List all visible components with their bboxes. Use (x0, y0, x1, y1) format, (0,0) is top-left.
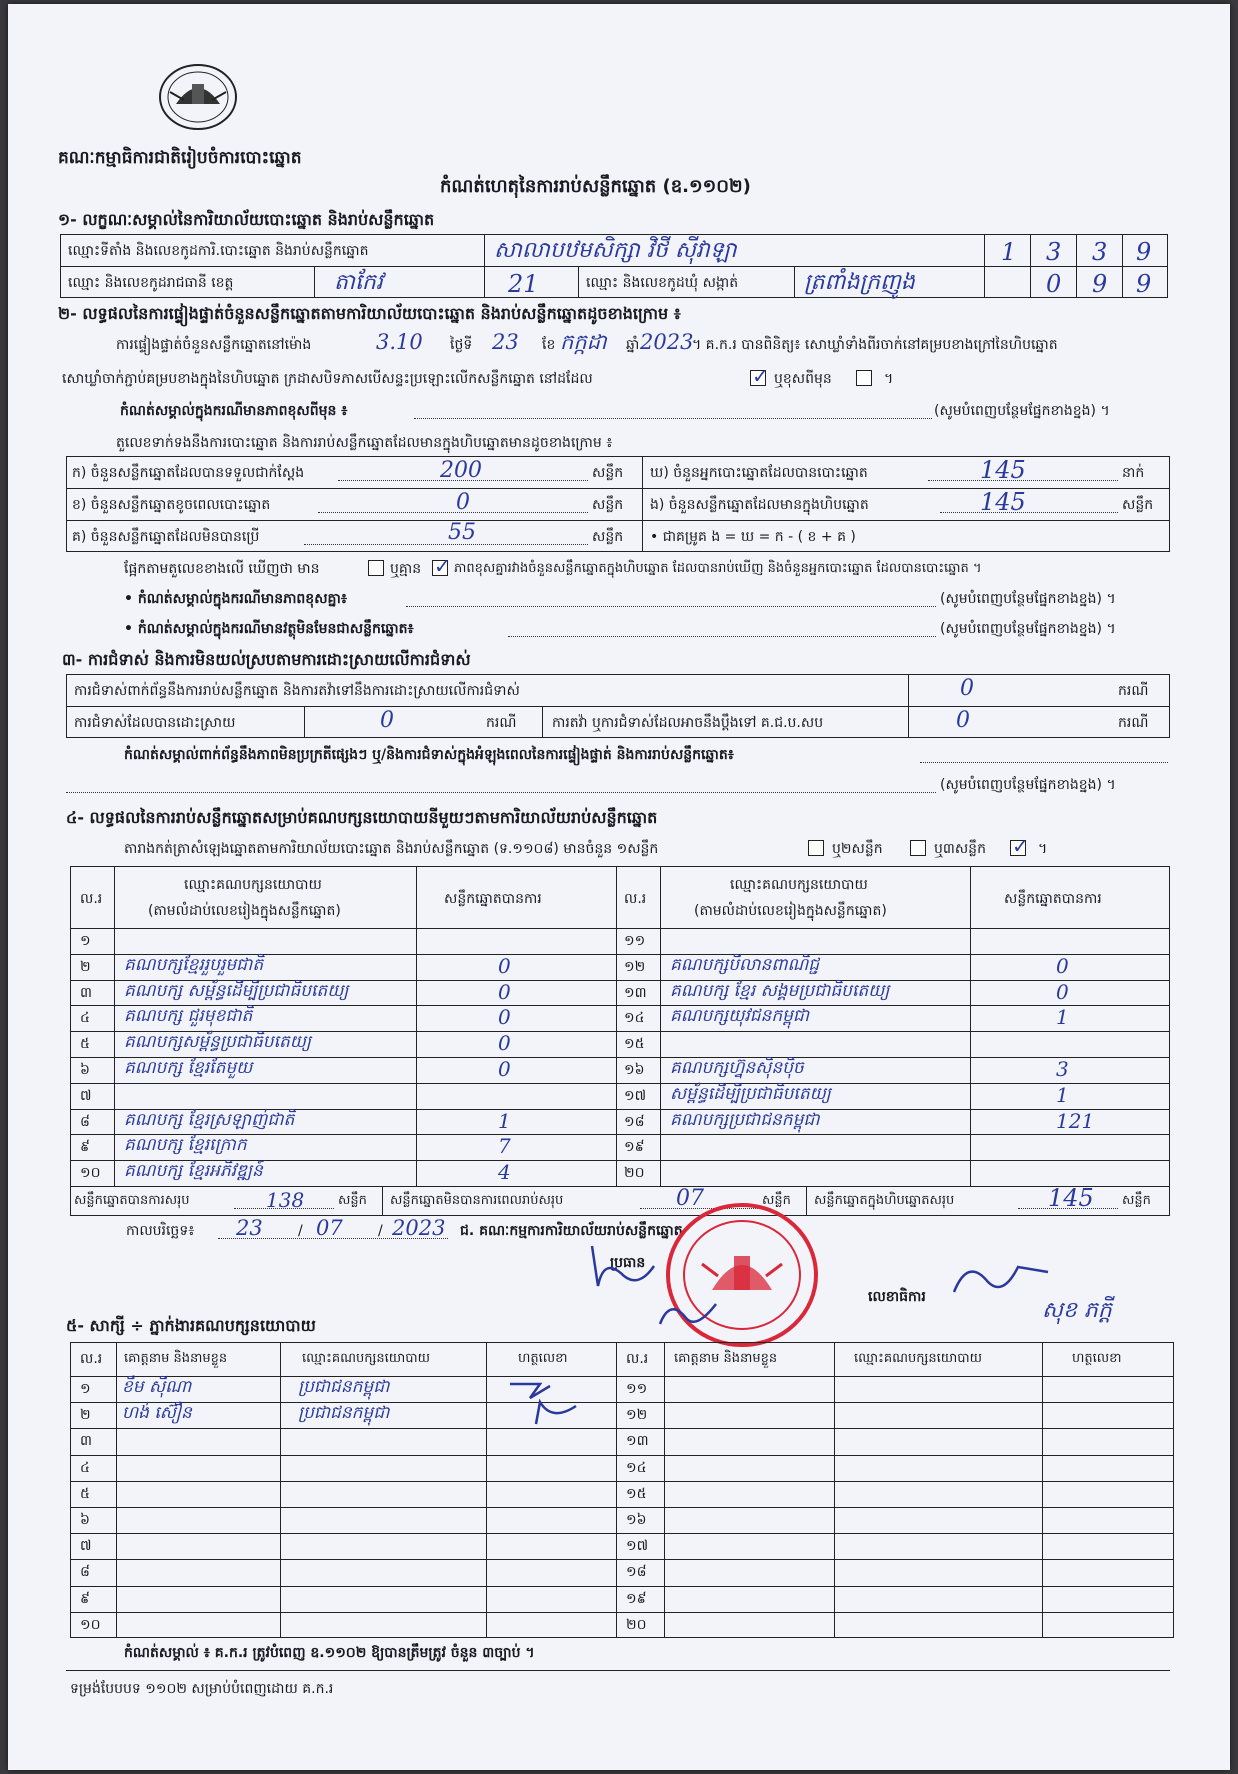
diff-text-a: ផ្អែកតាមតួលេខខាងលើ ឃើញថា មាន (124, 561, 320, 577)
row-divider (70, 1612, 1174, 1613)
result-party-name: គណបក្ស ខ្មែរក្រោក (124, 1135, 247, 1156)
witness-col-party: ឈ្មោះគណបក្សនយោបាយ (302, 1351, 430, 1366)
date-sep: / (378, 1223, 383, 1239)
witness-row-number: ១៩ (626, 1590, 647, 1607)
result-row-number: ១៥ (624, 1036, 645, 1053)
result-row-number: ៩ (80, 1139, 90, 1156)
footer-form-code: ទម្រង់បែបបទ ១១០២ សម្រាប់បំពេញដោយ គ.ក.រ (70, 1681, 334, 1697)
signed-for-text: ជ. គណៈកម្មការការិយាល័យរាប់សន្លឹកឆ្នោត (460, 1223, 683, 1239)
date-label: កាលបរិច្ឆេទ៖ (126, 1223, 195, 1239)
result-row-number: ៧ (80, 1087, 92, 1104)
check-mark-icon: ✓ (1012, 834, 1029, 858)
diff-text-c: ភាពខុសគ្នារវាងចំនួនសន្លឹកឆ្នោតក្នុងហិបឆ្នោត ដែលបានរាប់ឃើញ និងចំនួនអ្នកបោះឆ្នោត ដែលបានបោះឆ្នោត ។ (454, 561, 982, 576)
tally-1sheet-checkbox[interactable] (808, 840, 824, 856)
unit-ballot: សន្លឹក (338, 1193, 367, 1208)
province-value: តាកែវ (334, 270, 383, 295)
witness-col-sign: ហត្ថលេខា (518, 1351, 568, 1366)
row-divider (70, 1402, 1174, 1403)
witness-col-name: គោត្តនាម និងនាមខ្លួន (674, 1351, 778, 1366)
province-label: ឈ្មោះ និងលេខកូដរាជធានី ខេត្ត (68, 275, 234, 291)
witness-row-number: ៨ (80, 1564, 90, 1581)
section5-title: ៥- សាក្សី ÷ ភ្នាក់ងារគណបក្សនយោបាយ (66, 1316, 316, 1335)
figure-c-label: គ) ចំនួនសន្លឹកឆ្នោតដែលមិនបានប្រើ (72, 529, 260, 545)
total-box-label: សន្លឹកឆ្នោតក្នុងហិបឆ្នោតសរុប (814, 1193, 955, 1208)
witness-row-number: ២០ (626, 1616, 647, 1633)
witness-col-no: ល.រ (80, 1351, 103, 1367)
result-row-number: ១៩ (624, 1139, 645, 1156)
unit-person: នាក់ (1122, 465, 1145, 481)
commune-code-digit: 9 (1092, 270, 1108, 298)
station-code-digit: 3 (1046, 238, 1062, 266)
witness-row-number: ២ (80, 1407, 91, 1424)
verify-line2: សោឃ្លាំចាក់ភ្ជាប់គម្របខាងក្នុងនៃហិបឆ្នោត ក្រដាសបិទភាសបើសន្ទះប្រឡោះលើកសន្លឹកឆ្នោត នៅដដែល (62, 371, 593, 387)
tally-sheets-a: តារាងកត់ត្រាសំឡេងឆ្នោតតាមការិយាល័យបោះឆ្នោត និងរាប់សន្លឹកឆ្នោត (ទ.១១០៨) មានចំនួន ១សន្លឹក (124, 841, 659, 857)
col-party-header: ឈ្មោះគណបក្សនយោបាយ (730, 877, 868, 893)
result-row-number: ៣ (80, 984, 92, 1001)
total-box-value: 145 (1048, 1184, 1094, 1212)
intact-changed-label: ឬខុសពីមុន (774, 371, 832, 387)
total-invalid-label: សន្លឹកឆ្នោតមិនបានការពេលរាប់សរុប (390, 1193, 564, 1208)
result-vote-count: 0 (498, 953, 511, 978)
result-vote-count: 0 (1056, 953, 1069, 978)
unit-case: ករណី (1118, 683, 1149, 699)
witness-col-no: ល.រ (626, 1351, 649, 1367)
document-page (8, 4, 1230, 1770)
witness-name: ខឹម ស៊ីណា (122, 1377, 192, 1397)
col-party-subheader: (តាមលំដាប់លេខរៀងក្នុងសន្លឹកឆ្នោត) (148, 903, 341, 919)
unit-ballot: សន្លឹក (592, 529, 624, 545)
station-code-digit: 9 (1136, 238, 1152, 266)
figure-d-value: 145 (980, 456, 1026, 484)
witness-row-number: ៦ (80, 1512, 90, 1528)
note-foreign-label: • កំណត់សម្គាល់ក្នុងករណីមានវត្ថុមិនមែនជាសន្លឹកឆ្នោត៖ (124, 621, 414, 637)
col-votes-header: សន្លឹកឆ្នោតបានការ (1004, 891, 1102, 907)
nec-logo (156, 62, 240, 136)
result-row-number: ១០ (80, 1165, 101, 1182)
objection-row2b-label: ការតវ៉ា ឬការជំទាស់ដែលអាចនឹងប្តឹងទៅ គ.ជ.ប.សប (552, 715, 824, 731)
result-vote-count: 3 (1056, 1057, 1069, 1081)
objection-row2-value: 0 (380, 708, 394, 733)
result-party-name: គណបក្ស សម្ព័ន្ធដើម្បីប្រជាធិបតេយ្យ (124, 980, 349, 1001)
result-party-name: គណបក្សប្រជាជនកម្ពុជា (670, 1109, 820, 1130)
result-party-name: គណបក្ស ខ្មែរតែមួយ (124, 1058, 253, 1078)
witness-row-number: ៧ (80, 1538, 92, 1555)
fill-more-text: (សូមបំពេញបន្ថែមផ្នែកខាងខ្នង) ។ (940, 777, 1116, 793)
row-divider (616, 1031, 1170, 1032)
changed-checkbox[interactable] (856, 370, 872, 386)
result-vote-count: 0 (498, 1031, 511, 1056)
row-divider (70, 1559, 1174, 1560)
figure-a-value: 200 (440, 458, 482, 483)
form-title: កំណត់ហេតុនៃការរាប់សន្លឹកឆ្នោត (ឧ.១១០២) (440, 176, 751, 197)
result-party-name: គណបក្ស ជួរមុខជាតិ (124, 1006, 253, 1027)
result-party-name: គណបក្សបីលានពាណិជ្ជ (670, 954, 820, 975)
verify-day: 23 (492, 330, 519, 354)
irregularity-note-label: កំណត់សម្គាល់ពាក់ព័ន្ធនឹងភាពមិនប្រក្រតីផ្សេងៗ ឬ/និងការជំទាស់ក្នុងអំឡុងពេលនៃការផ្ទៀងផ្ទាត់ និងការរាប់សន្លឹកឆ្នោត៖ (124, 747, 734, 763)
figure-b-label: ខ) ចំនួនសន្លឹកឆ្នោតខូចពេលបោះឆ្នោត (72, 497, 271, 513)
result-vote-count: 7 (498, 1134, 511, 1159)
figures-intro: តួលេខទាក់ទងនឹងការបោះឆ្នោត និងការរាប់សន្លឹកឆ្នោតដែលមានក្នុងហិបឆ្នោតមានដូចខាងក្រោម ៖ (116, 435, 613, 451)
result-party-name: សម្ព័ន្ធដើម្បីប្រជាធិបតេយ្យ (670, 1083, 831, 1104)
witness-row-number: ៥ (80, 1485, 90, 1502)
witness-row-number: ១ (80, 1381, 91, 1397)
witness-col-sign: ហត្ថលេខា (1072, 1351, 1122, 1366)
result-row-number: ១៣ (624, 984, 647, 1001)
section2-title: ២- លទ្ធផលនៃការផ្ទៀងផ្ទាត់ចំនួនសន្លឹកឆ្នោតតាមការិយាល័យបោះឆ្នោត និងរាប់សន្លឹកឆ្នោតដូចខាងក្រោម ៖ (58, 304, 681, 323)
diff-yes-checkbox[interactable] (368, 560, 384, 576)
result-party-name: គណបក្សយុវជនកម្ពុជា (670, 1006, 810, 1027)
col-party-subheader: (តាមលំដាប់លេខរៀងក្នុងសន្លឹកឆ្នោត) (694, 903, 887, 919)
commune-code-digit: 9 (1136, 270, 1152, 298)
witness-col-name: គោត្តនាម និងនាមខ្លួន (124, 1351, 228, 1366)
province-code: 21 (508, 270, 539, 298)
col-no-header: ល.រ (624, 891, 647, 907)
section4-title: ៤- លទ្ធផលនៃការរាប់សន្លឹកឆ្នោតសម្រាប់គណបក្សនយោបាយនីមួយៗតាមការិយាល័យរាប់សន្លឹកឆ្នោត (66, 808, 658, 827)
chair-signature (584, 1236, 674, 1300)
result-row-number: ១១ (624, 933, 646, 949)
witness-row-number: ១៨ (626, 1564, 647, 1581)
witness-row-number: ១៣ (626, 1433, 649, 1450)
verify-month: កក្កដា (560, 330, 607, 354)
witness-row-number: ៩ (80, 1590, 90, 1607)
result-vote-count: 1 (1056, 1005, 1069, 1030)
date-year: 2023 (392, 1216, 446, 1240)
result-vote-count: 0 (498, 979, 511, 1004)
col-votes-header: សន្លឹកឆ្នោតបានការ (444, 891, 542, 907)
col-no-header: ល.រ (80, 891, 103, 907)
result-vote-count: 4 (498, 1160, 511, 1185)
verify-line1-b: ថ្ងៃទី (450, 337, 473, 353)
witness-col-party: ឈ្មោះគណបក្សនយោបាយ (854, 1351, 982, 1366)
date-day: 23 (236, 1216, 263, 1240)
secretary-label: លេខាធិការ (868, 1289, 926, 1305)
check-mark-icon: ✓ (752, 364, 769, 388)
commune-label: ឈ្មោះ និងលេខកូដឃុំ សង្កាត់ (586, 275, 739, 291)
result-row-number: ១៤ (624, 1010, 645, 1027)
note-prev-label: កំណត់សម្គាល់ក្នុងករណីមានភាពខុសពីមុន ៖ (120, 403, 348, 419)
total-valid-value: 138 (266, 1188, 305, 1212)
unit-ballot: សន្លឹក (1122, 497, 1154, 513)
result-vote-count: 1 (1056, 1082, 1069, 1107)
result-party-name: គណបក្ស ខ្មែរអភិវឌ្ឍន៍ (124, 1161, 263, 1182)
row-divider (70, 1533, 1174, 1534)
witness-row-number: ៤ (80, 1459, 90, 1476)
chair-label: ប្រធាន (610, 1255, 646, 1271)
station-name-label: ឈ្មោះទីតាំង និងលេខកូដការិ.បោះឆ្នោត និងរាប់សន្លឹកឆ្នោត (68, 243, 369, 259)
figure-e-value: 145 (980, 488, 1026, 516)
unit-ballot: សន្លឹក (762, 1193, 791, 1208)
fill-more-text: (សូមបំពេញបន្ថែមផ្នែកខាងខ្នង) ។ (940, 591, 1116, 607)
result-vote-count: 121 (1056, 1108, 1095, 1133)
result-row-number: ១២ (624, 958, 646, 975)
result-party-name: គណបក្សសម្ព័ន្ធប្រជាធិបតេយ្យ (124, 1032, 312, 1053)
date-month: 07 (316, 1216, 343, 1240)
figure-d-label: ឃ) ចំនួនអ្នកបោះឆ្នោតដែលបានបោះឆ្នោត (650, 465, 868, 481)
row-divider (616, 1160, 1170, 1161)
objection-row2b-value: 0 (956, 708, 970, 733)
result-row-number: ២ (80, 958, 91, 975)
note-diff-label: • កំណត់សម្គាល់ក្នុងករណីមានភាពខុសគ្នា៖ (124, 591, 348, 607)
result-row-number: ១៦ (624, 1062, 645, 1078)
unit-ballot: សន្លឹក (592, 497, 624, 513)
figure-a-label: ក) ចំនួនសន្លឹកឆ្នោតដែលបានទទួលជាក់ស្តែង (72, 465, 305, 481)
witness-table (70, 1342, 1174, 1638)
result-party-name: គណបក្ស ខ្មែរ សង្គមប្រជាធិបតេយ្យ (670, 980, 890, 1001)
verify-line1-e: ។ គ.ក.រ បានពិនិត្យ៖ សោឃ្លាំទាំងពីរចាក់នៅគម្របខាងក្រៅនៃហិបឆ្នោត (692, 337, 1058, 353)
row-divider (70, 1083, 616, 1084)
witness-row-number: ១៤ (626, 1459, 647, 1476)
result-vote-count: 0 (498, 1057, 511, 1081)
date-sep: / (298, 1223, 303, 1239)
objection-row1-value: 0 (960, 676, 974, 701)
witness-party: ប្រជាជនកម្ពុជា (298, 1377, 390, 1397)
second-signature (656, 1294, 726, 1338)
witness-party: ប្រជាជនកម្ពុជា (298, 1403, 390, 1424)
row-divider (70, 1586, 1174, 1587)
row-divider (70, 1455, 1174, 1456)
result-row-number: ៨ (80, 1113, 90, 1130)
row-divider (616, 1134, 1170, 1135)
objection-row1-label: ការជំទាស់ពាក់ព័ន្ធនឹងការរាប់សន្លឹកឆ្នោត និងការតវ៉ាទៅនឹងការដោះស្រាយលើការជំទាស់ (74, 683, 520, 699)
intact-end: ។ (884, 371, 894, 387)
row-divider (70, 1428, 1174, 1429)
tally-sheets-b: ឬ២សន្លឹក (832, 841, 883, 857)
witness-row-number: ១៧ (626, 1538, 649, 1555)
col-party-header: ឈ្មោះគណបក្សនយោបាយ (184, 877, 322, 893)
commune-code-digit: 0 (1046, 270, 1062, 298)
result-party-name: គណបក្សខ្មែររួបរួមជាតិ (124, 954, 264, 975)
result-row-number: ៤ (80, 1010, 90, 1027)
secretary-name: សុខ ភក្តី (1042, 1298, 1112, 1323)
committee-name: គណៈកម្មាធិការជាតិរៀបចំការបោះឆ្នោត (58, 148, 302, 168)
station-code-digit: 3 (1092, 238, 1108, 266)
witness-row-number: ១១ (626, 1381, 648, 1397)
result-vote-count: 0 (1056, 979, 1069, 1004)
formula-text: • ជាគម្រូគ ង = ឃ = ក - ( ខ + គ ) (650, 529, 856, 545)
result-row-number: ៥ (80, 1036, 90, 1053)
station-code-digit: 1 (1001, 238, 1017, 266)
tally-end: ។ (1038, 841, 1048, 857)
verify-line1-c: ខែ (542, 337, 556, 353)
witness-signature (500, 1376, 590, 1434)
witness-name: ហង់ ស៊ឿន (122, 1403, 192, 1424)
unit-case: ករណី (486, 715, 517, 731)
result-row-number: ១៧ (624, 1087, 647, 1104)
verify-time: 3.10 (376, 330, 423, 354)
fill-more-text: (សូមបំពេញបន្ថែមផ្នែកខាងខ្នង) ។ (940, 621, 1116, 637)
result-row-number: ៦ (80, 1062, 90, 1078)
unit-ballot: សន្លឹក (1122, 1193, 1151, 1208)
witness-row-number: ៣ (80, 1433, 92, 1450)
total-valid-label: សន្លឹកឆ្នោតបានការសរុប (74, 1193, 190, 1208)
verify-line1-a: ការផ្ទៀងផ្ទាត់ចំនួនសន្លឹកឆ្នោតនៅម៉ោង (116, 337, 312, 353)
tally-sheets-c: ឬ៣សន្លឹក (934, 841, 986, 857)
result-party-name: គណបក្ស ខ្មែរស្រឡាញ់ជាតិ (124, 1109, 295, 1130)
verify-year: 2023 (640, 330, 694, 354)
figure-c-value: 55 (448, 520, 476, 545)
unit-case: ករណី (1118, 715, 1149, 731)
section3-title: ៣- ការជំទាស់ និងការមិនយល់ស្របតាមការដោះស្រាយលើការជំទាស់ (62, 650, 471, 669)
unit-ballot: សន្លឹក (592, 465, 624, 481)
row-divider (70, 1481, 1174, 1482)
diff-text-b: ឬគ្មាន (390, 561, 422, 577)
result-vote-count: 0 (498, 1005, 511, 1030)
witness-row-number: ១៦ (626, 1512, 647, 1528)
witness-row-number: ១៥ (626, 1485, 647, 1502)
check-mark-icon: ✓ (434, 554, 451, 578)
result-row-number: ២០ (624, 1165, 645, 1182)
witness-row-number: ១០ (80, 1616, 101, 1633)
result-party-name: គណបក្សហ្វ៊ុនស៊ិនប៉ិច (670, 1058, 804, 1078)
commune-value: ត្រពាំងក្រញូង (804, 270, 915, 295)
total-invalid-value: 07 (676, 1186, 704, 1211)
row-divider (70, 1507, 1174, 1508)
section1-title: ១- លក្ខណៈសម្គាល់នៃការិយាល័យបោះឆ្នោត និងរាប់សន្លឹកឆ្នោត (58, 210, 435, 229)
witness-row-number: ១២ (626, 1407, 648, 1424)
result-row-number: ១ (80, 933, 91, 949)
result-vote-count: 1 (498, 1108, 511, 1133)
figure-b-value: 0 (456, 490, 470, 515)
result-row-number: ១៨ (624, 1113, 645, 1130)
fill-more-text: (សូមបំពេញបន្ថែមផ្នែកខាងខ្នង) ។ (934, 403, 1110, 419)
figure-e-label: ង) ចំនួនសន្លឹកឆ្នោតដែលមានក្នុងហិបឆ្នោត (650, 497, 869, 513)
verify-line1-d: ឆ្នាំ (626, 337, 640, 353)
station-name-value: សាលាបឋមសិក្សា វិថី ស៊ីវាឡា (494, 238, 737, 263)
objection-row2-label: ការជំទាស់ដែលបានដោះស្រាយ (74, 715, 236, 731)
footer-note: កំណត់សម្គាល់ ៖ គ.ក.រ ត្រូវបំពេញ ឧ.១១០២ ឱ្យបានត្រឹមត្រូវ ចំនួន ៣ច្បាប់ ។ (124, 1645, 535, 1661)
tally-2sheet-checkbox[interactable] (910, 840, 926, 856)
